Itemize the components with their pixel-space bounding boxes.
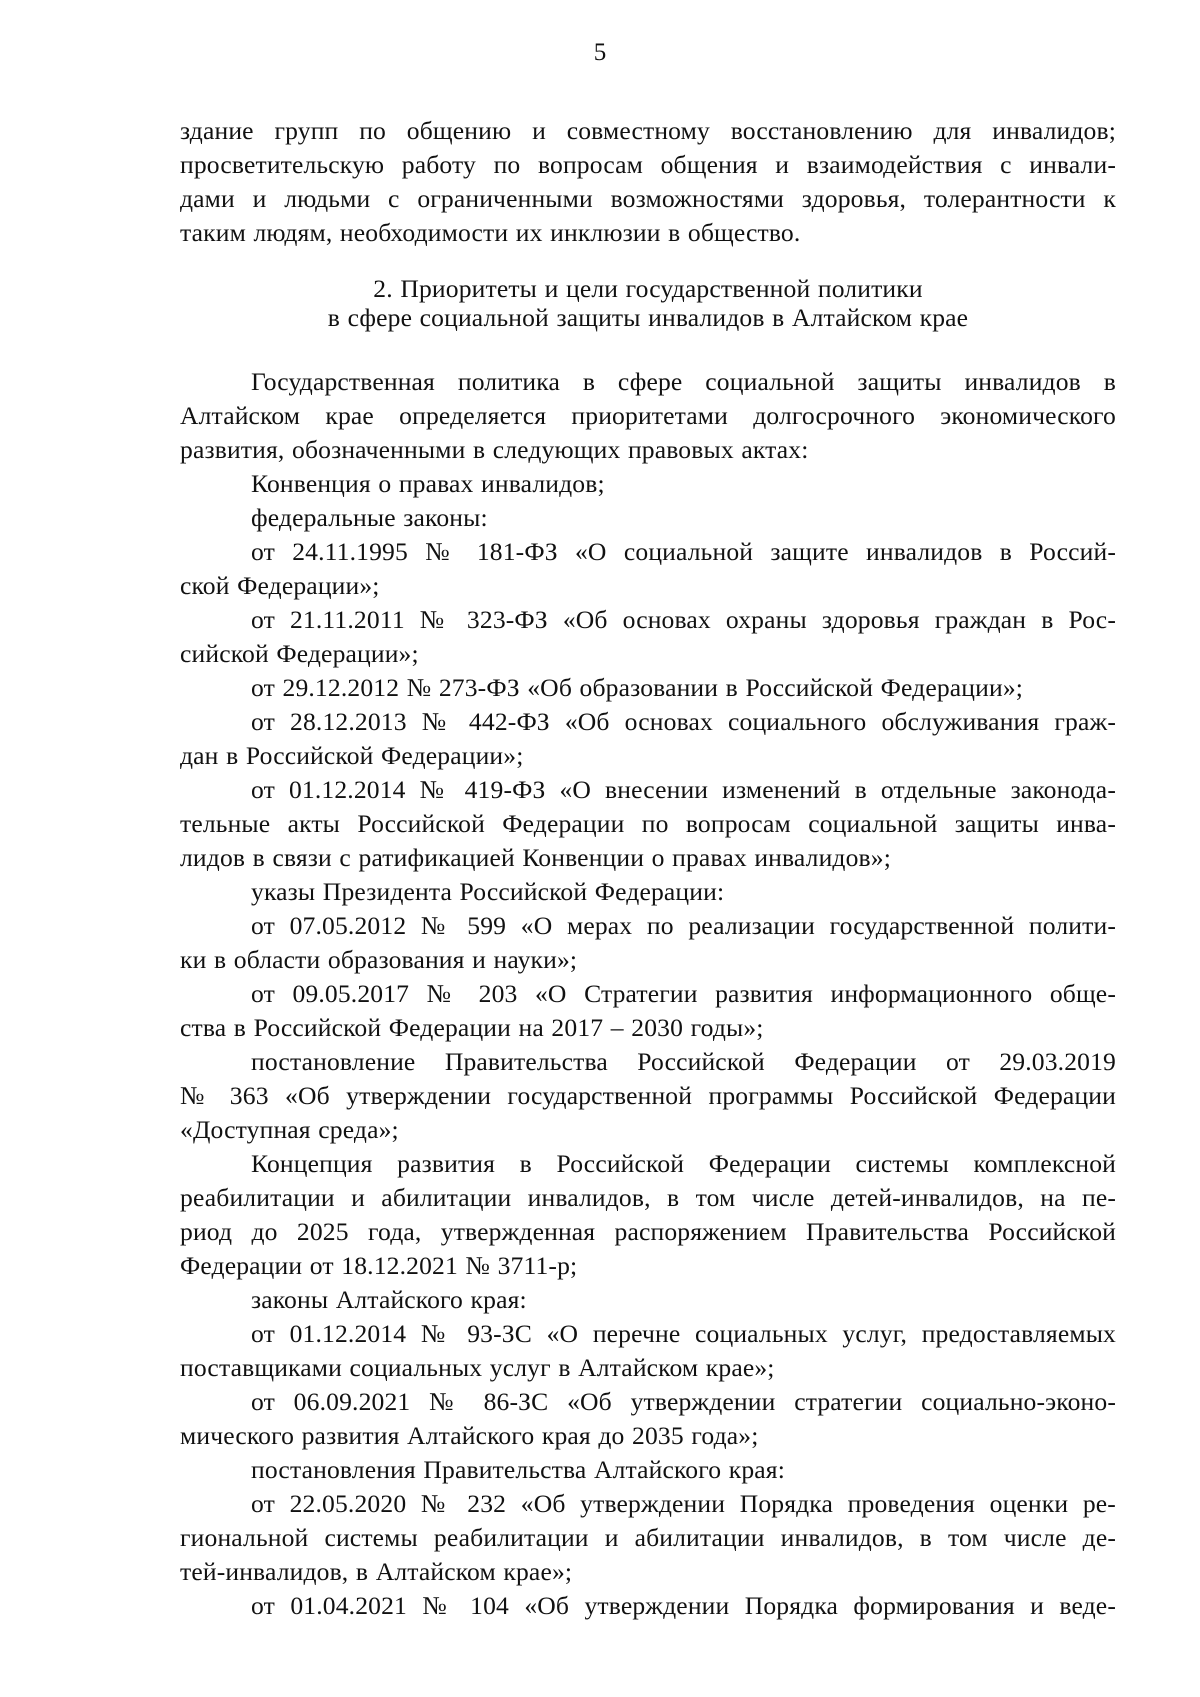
text-line: просветительскую работу по вопросам общения и взаимодействия с инвали- (180, 150, 1116, 179)
text-line: ской Федерации»; (180, 571, 380, 600)
text-line: от 29.12.2012 № 273-ФЗ «Об образовании в Российской Федерации»; (251, 673, 1024, 702)
intro-paragraph (180, 114, 1116, 250)
text-line: Федерации от 18.12.2021 № 3711-р; (180, 1251, 578, 1280)
text-line: дами и людьми с ограниченными возможностями здоровья, толерантности к (180, 184, 1116, 213)
text-line: федеральные законы: (251, 503, 488, 532)
text-line: мического развития Алтайского края до 2035 года»; (180, 1421, 759, 1450)
text-line: от 09.05.2017 № 203 «О Стратегии развития информационного обще- (251, 979, 1116, 1008)
text-line: ства в Российской Федерации на 2017 – 2030 годы»; (180, 1013, 764, 1042)
text-line: Конвенция о правах инвалидов; (251, 469, 605, 498)
text-line: тельные акты Российской Федерации по вопросам социальной защиты инва- (180, 809, 1116, 838)
text-line: поставщиками социальных услуг в Алтайском крае»; (180, 1353, 775, 1382)
text-line: тей-инвалидов, в Алтайском крае»; (180, 1557, 573, 1586)
text-line: таким людям, необходимости их инклюзии в общество. (180, 218, 801, 247)
body-text (180, 365, 1116, 1623)
text-line: «Доступная среда»; (180, 1115, 399, 1144)
section-heading-line: в сфере социальной защиты инвалидов в Алтайском крае (327, 303, 969, 332)
text-line: от 28.12.2013 № 442-ФЗ «Об основах социального обслуживания граж- (251, 707, 1116, 736)
text-line: развития, обозначенными в следующих правовых актах: (180, 435, 809, 464)
text-line: лидов в связи с ратификацией Конвенции о правах инвалидов»; (180, 843, 891, 872)
section-heading (180, 274, 1116, 332)
page-number: 5 (593, 39, 607, 66)
text-line: дан в Российской Федерации»; (180, 741, 524, 770)
text-line: гиональной системы реабилитации и абилитации инвалидов, в том числе де- (180, 1523, 1116, 1552)
text-line: от 01.04.2021 № 104 «Об утверждении Порядка формирования и веде- (251, 1591, 1116, 1620)
text-line: Алтайском крае определяется приоритетами долгосрочного экономического (180, 401, 1116, 430)
text-line: сийской Федерации»; (180, 639, 419, 668)
text-line: от 24.11.1995 № 181-ФЗ «О социальной защите инвалидов в Россий- (251, 537, 1116, 566)
text-line: реабилитации и абилитации инвалидов, в том числе детей-инвалидов, на пе- (180, 1183, 1116, 1212)
text-line: от 07.05.2012 № 599 «О мерах по реализации государственной полити- (251, 911, 1116, 940)
section-heading-line: 2. Приоритеты и цели государственной политики (373, 274, 923, 303)
text-line: Государственная политика в сфере социальной защиты инвалидов в (251, 367, 1116, 396)
text-line: от 01.12.2014 № 93-ЗС «О перечне социальных услуг, предоставляемых (251, 1319, 1116, 1348)
text-line: от 06.09.2021 № 86-ЗС «Об утверждении стратегии социально-эконо- (251, 1387, 1116, 1416)
text-line: № 363 «Об утверждении государственной программы Российской Федерации (180, 1081, 1116, 1110)
text-line: указы Президента Российской Федерации: (251, 877, 725, 906)
text-line: от 01.12.2014 № 419-ФЗ «О внесении изменений в отдельные законода- (251, 775, 1116, 804)
text-line: от 22.05.2020 № 232 «Об утверждении Порядка проведения оценки ре- (251, 1489, 1116, 1518)
text-line: постановление Правительства Российской Федерации от 29.03.2019 (251, 1047, 1116, 1076)
text-line: риод до 2025 года, утвержденная распоряжением Правительства Российской (180, 1217, 1116, 1246)
text-line: от 21.11.2011 № 323-ФЗ «Об основах охраны здоровья граждан в Рос- (251, 605, 1116, 634)
text-line: законы Алтайского края: (251, 1285, 527, 1314)
text-line: Концепция развития в Российской Федерации системы комплексной (251, 1149, 1116, 1178)
text-line: здание групп по общению и совместному восстановлению для инвалидов; (180, 116, 1116, 145)
text-line: постановления Правительства Алтайского края: (251, 1455, 785, 1484)
text-line: ки в области образования и науки»; (180, 945, 578, 974)
